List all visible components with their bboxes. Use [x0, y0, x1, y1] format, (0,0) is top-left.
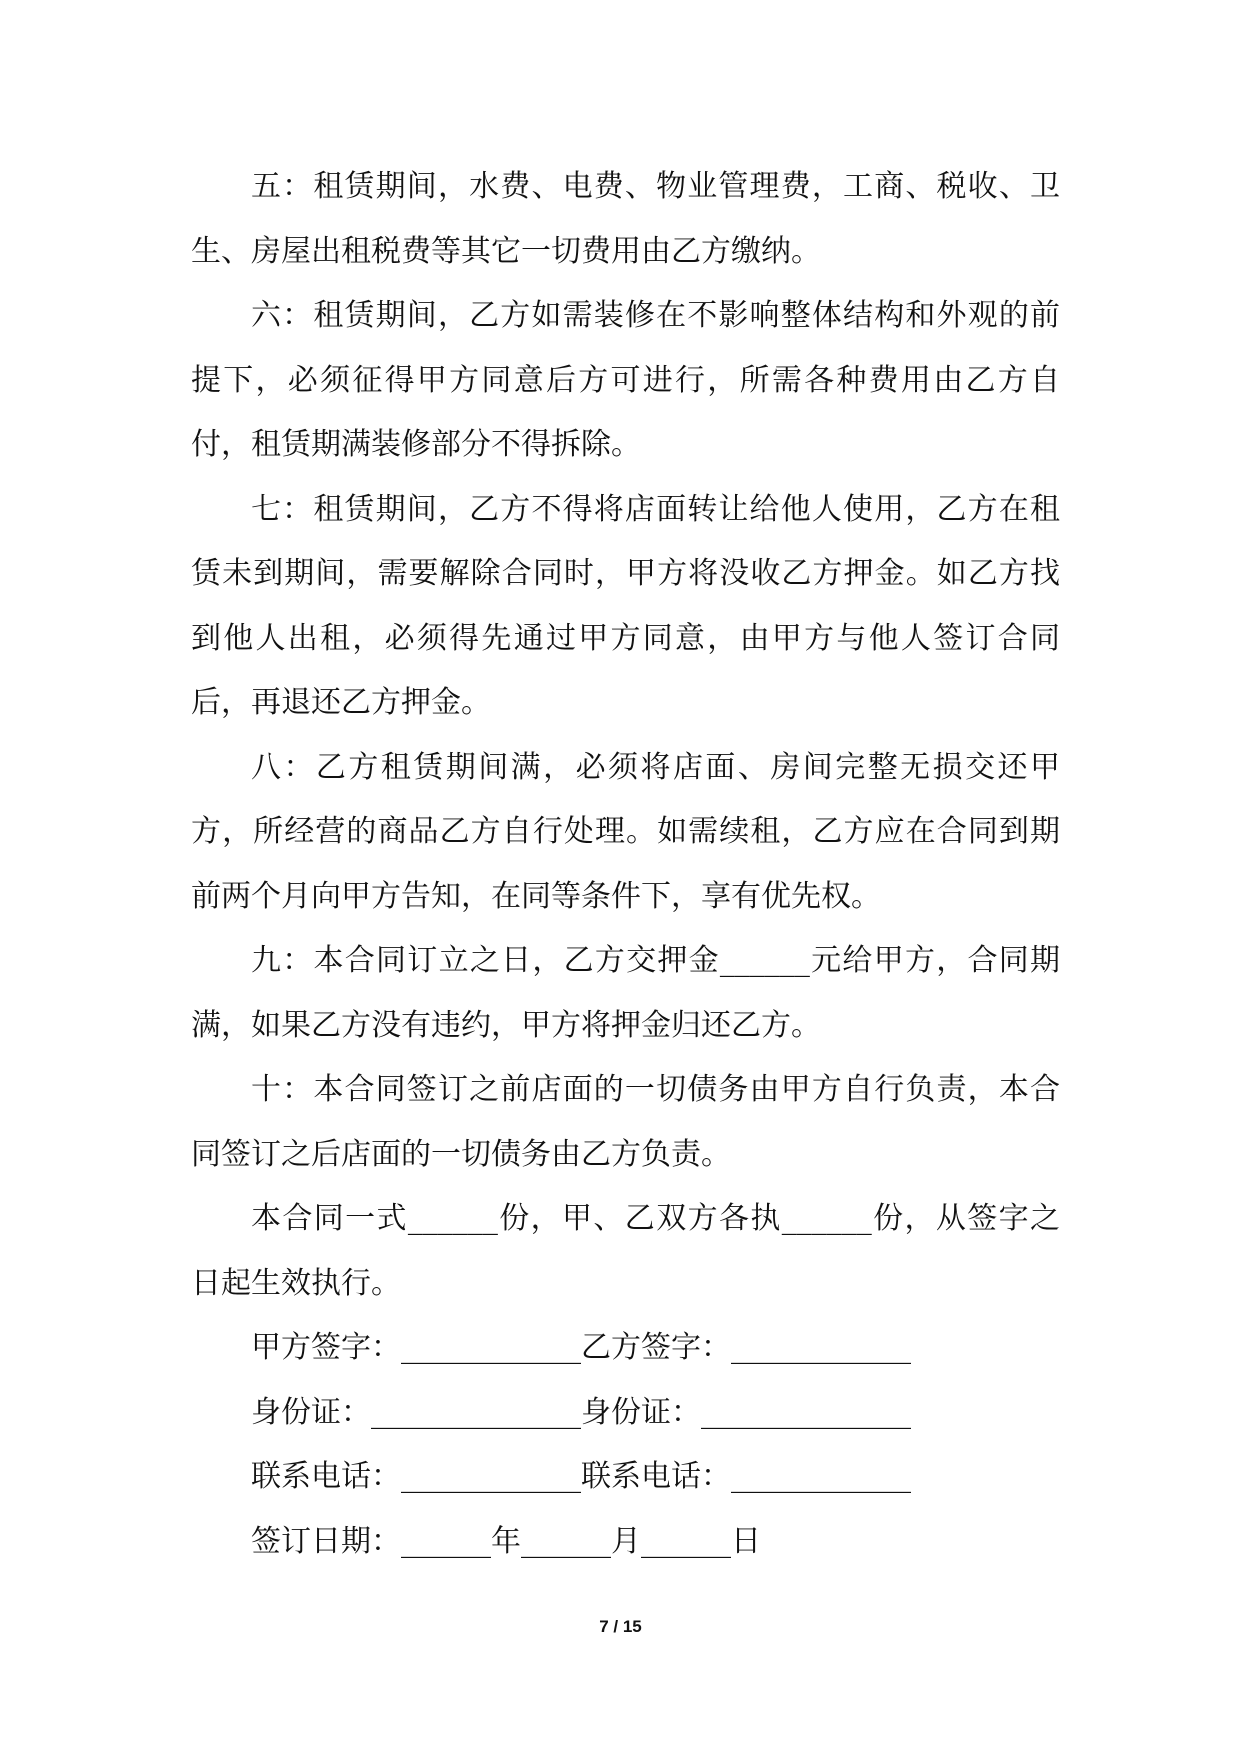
clause-seven: 七：租赁期间，乙方不得将店面转让给他人使用，乙方在租赁未到期间，需要解除合同时，甲方将没收乙方押金。如乙方找到他人出租，必须得先通过甲方同意，由甲方与他人签订合同后，再退还乙方押金。	[191, 491, 1060, 720]
page-number: 7 / 15	[599, 1617, 642, 1636]
clause-six: 六：租赁期间，乙方如需装修在不影响整体结构和外观的前提下，必须征得甲方同意后方可进行，所需各种费用由乙方自付，租赁期满装修部分不得拆除。	[191, 298, 1060, 462]
copies-clause: 本合同一式______份，甲、乙双方各执______份，从签字之日起生效执行。	[191, 1201, 1060, 1301]
clause-eight: 八：乙方租赁期间满，必须将店面、房间完整无损交还甲方，所经营的商品乙方自行处理。如需续租，乙方应在合同到期前两个月向甲方告知，在同等条件下，享有优先权。	[191, 749, 1060, 914]
clause-five: 五：租赁期间，水费、电费、物业管理费，工商、税收、卫生、房屋出租税费等其它一切费用由乙方缴纳。	[191, 169, 1060, 269]
id-card-line: 身份证：______________身份证：______________	[251, 1394, 911, 1430]
phone-line: 联系电话：____________联系电话：____________	[251, 1459, 911, 1494]
signing-date-line: 签订日期：______年______月______日	[251, 1523, 761, 1559]
document-body	[191, 155, 1060, 1574]
clause-nine: 九：本合同订立之日，乙方交押金______元给甲方，合同期满，如果乙方没有违约，甲方将押金归还乙方。	[191, 943, 1060, 1043]
clause-ten: 十：本合同签订之前店面的一切债务由甲方自行负责，本合同签订之后店面的一切债务由乙方负责。	[191, 1072, 1060, 1172]
signature-line: 甲方签字：____________乙方签字：____________	[251, 1330, 911, 1365]
